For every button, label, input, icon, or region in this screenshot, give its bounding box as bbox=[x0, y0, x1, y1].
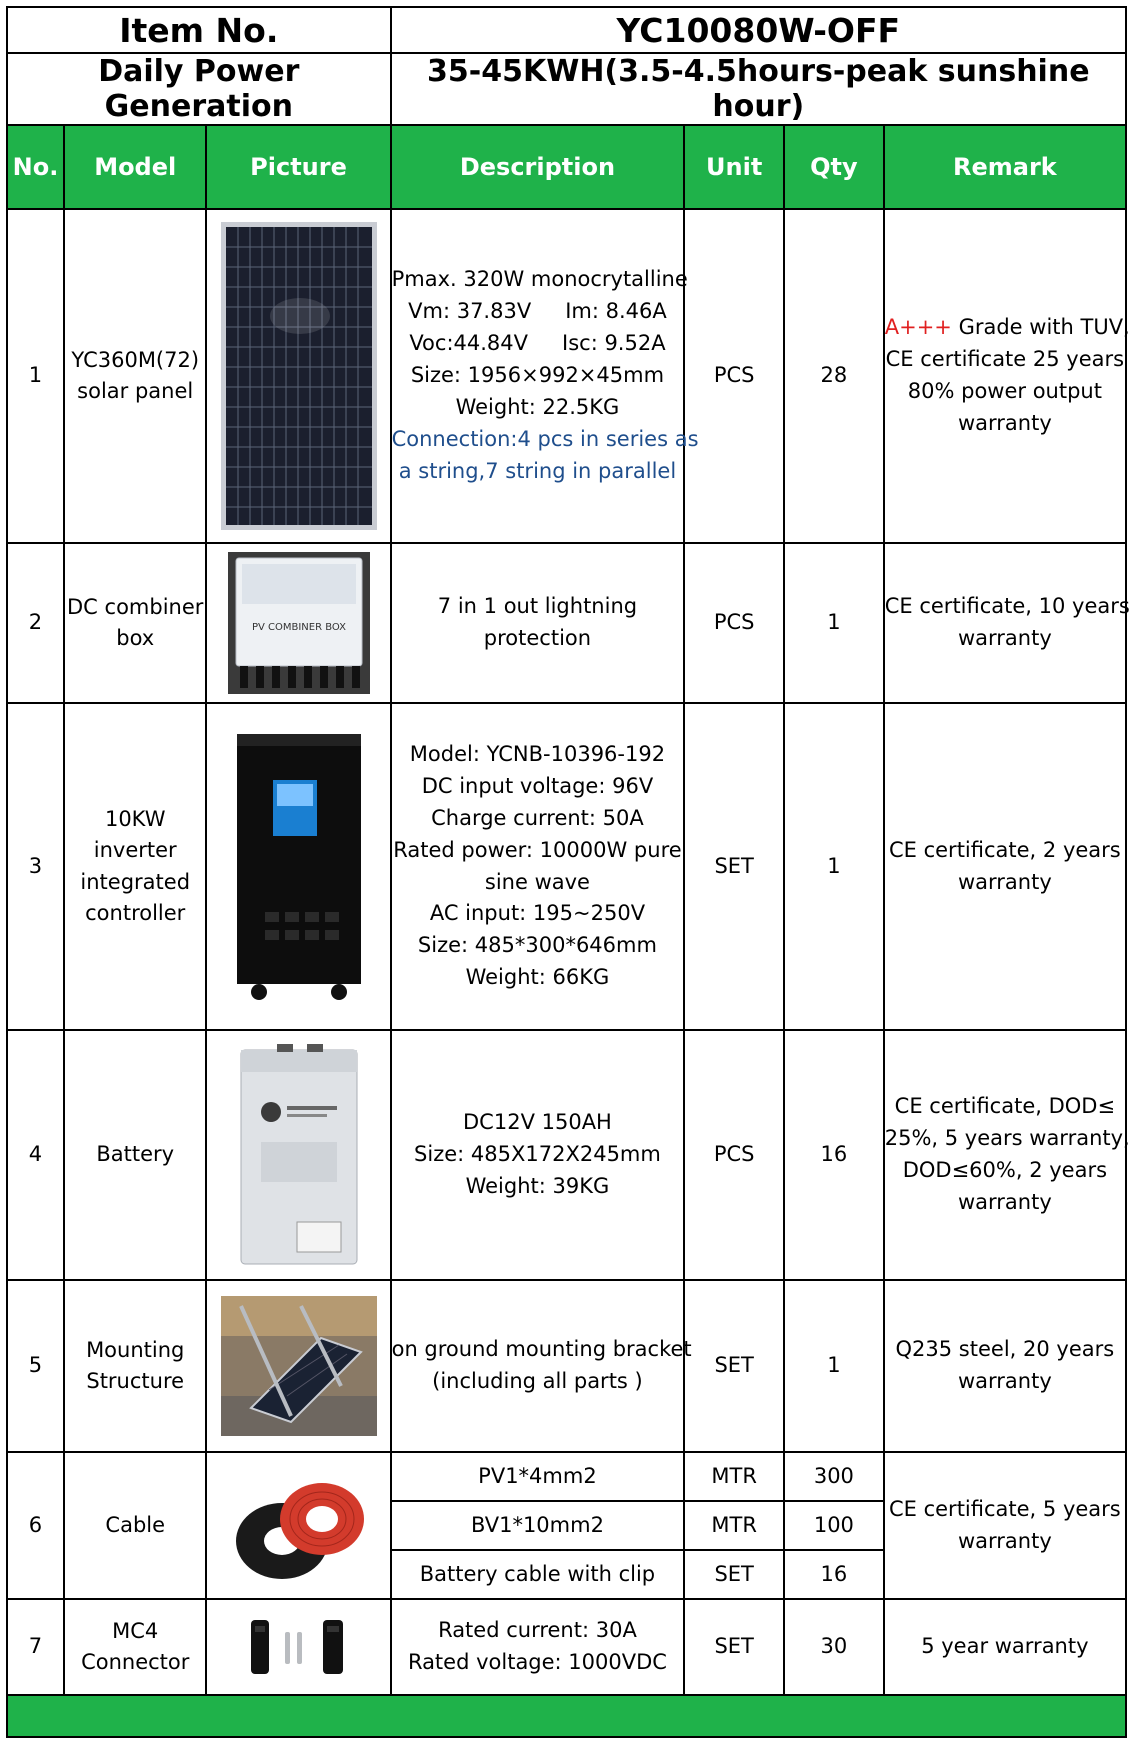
row-unit: MTR bbox=[684, 1501, 784, 1550]
row-unit: SET bbox=[684, 1280, 784, 1452]
table-row bbox=[7, 1030, 1126, 1280]
row-qty: 100 bbox=[784, 1501, 884, 1550]
grade-badge: A+++ bbox=[884, 315, 952, 340]
row-number: 3 bbox=[7, 703, 64, 1030]
item-no-row bbox=[7, 7, 1126, 53]
footer-row bbox=[7, 1695, 1126, 1737]
row-remark: CE certificate, DOD≤ 25%, 5 years warranty, DOD≤60%, 2 years warranty bbox=[884, 1030, 1126, 1280]
row-description: Battery cable with clip bbox=[391, 1550, 685, 1599]
row-remark: A+++ Grade with TUV, CE certificate 25 years 80% power output warranty bbox=[884, 209, 1126, 543]
row-description: BV1*10mm2 bbox=[391, 1501, 685, 1550]
spec-table bbox=[6, 6, 1130, 1738]
row-description: on ground mounting bracket (including all parts ) bbox=[391, 1280, 685, 1452]
row-unit: PCS bbox=[684, 543, 784, 703]
col-header-picture: Picture bbox=[206, 125, 390, 209]
row-unit: PCS bbox=[684, 209, 784, 543]
row-number: 6 bbox=[7, 1452, 64, 1599]
row-description: Model: YCNB-10396-192 DC input voltage: 96V Charge current: 50A Rated power: 10000W pure sine wave AC input: 195~250V Size: 485*300*646mm Weight: 66KG bbox=[391, 703, 685, 1030]
table-row bbox=[7, 1280, 1126, 1452]
row-number: 2 bbox=[7, 543, 64, 703]
row-model: Cable bbox=[64, 1452, 206, 1599]
row-description: Rated current: 30A Rated voltage: 1000VDC bbox=[391, 1599, 685, 1695]
row-number: 1 bbox=[7, 209, 64, 543]
col-header-description: Description bbox=[391, 125, 685, 209]
row-picture bbox=[206, 1030, 390, 1280]
footer-bar bbox=[7, 1695, 1126, 1737]
row-picture bbox=[206, 209, 390, 543]
col-header-no: No. bbox=[7, 125, 64, 209]
mounting-bracket-icon bbox=[221, 1296, 377, 1436]
combiner-box-label: PV COMBINER BOX bbox=[251, 622, 346, 633]
row-number: 4 bbox=[7, 1030, 64, 1280]
row-remark: CE certificate, 5 years warranty bbox=[884, 1452, 1126, 1599]
col-header-remark: Remark bbox=[884, 125, 1126, 209]
row-model: Battery bbox=[64, 1030, 206, 1280]
row-unit: MTR bbox=[684, 1452, 784, 1501]
table-row bbox=[7, 543, 1126, 703]
row-model: Mounting Structure bbox=[64, 1280, 206, 1452]
connection-note: a string,7 string in parallel bbox=[398, 458, 677, 483]
row-picture bbox=[206, 1452, 390, 1599]
row-unit: SET bbox=[684, 1599, 784, 1695]
row-description: PV1*4mm2 bbox=[391, 1452, 685, 1501]
mc4-connector-icon bbox=[239, 1612, 359, 1682]
row-unit: SET bbox=[684, 703, 784, 1030]
row-remark: 5 year warranty bbox=[884, 1599, 1126, 1695]
row-qty: 300 bbox=[784, 1452, 884, 1501]
combiner-box-icon bbox=[228, 552, 370, 694]
cable-coil-icon bbox=[224, 1461, 374, 1591]
row-unit: PCS bbox=[684, 1030, 784, 1280]
col-header-model: Model bbox=[64, 125, 206, 209]
row-description: DC12V 150AH Size: 485X172X245mm Weight: 39KG bbox=[391, 1030, 685, 1280]
row-model: 10KW inverter integrated controller bbox=[64, 703, 206, 1030]
row-picture bbox=[206, 1280, 390, 1452]
column-header-row bbox=[7, 125, 1126, 209]
battery-icon bbox=[237, 1042, 361, 1268]
row-picture bbox=[206, 1599, 390, 1695]
row-remark: CE certificate, 2 years warranty bbox=[884, 703, 1126, 1030]
daily-power-row bbox=[7, 53, 1126, 125]
item-no-value: YC10080W-OFF bbox=[391, 7, 1126, 53]
col-header-unit: Unit bbox=[684, 125, 784, 209]
row-model: MC4 Connector bbox=[64, 1599, 206, 1695]
connection-note: Connection:4 pcs in series as bbox=[391, 426, 699, 451]
row-qty: 1 bbox=[784, 703, 884, 1030]
col-header-qty: Qty bbox=[784, 125, 884, 209]
row-description: Pmax. 320W monocrytalline Vm: 37.83V Im: 8.46A Voc:44.84V Isc: 9.52A Size: 1956×992×45mm Weight: 22.5KG Connection:4 pcs in series as a string,7 string in parallel bbox=[391, 209, 685, 543]
row-qty: 16 bbox=[784, 1030, 884, 1280]
daily-power-label: Daily Power Generation bbox=[7, 53, 391, 125]
table-row bbox=[7, 1599, 1126, 1695]
item-no-label: Item No. bbox=[7, 7, 391, 53]
row-remark: Q235 steel, 20 years warranty bbox=[884, 1280, 1126, 1452]
row-model: YC360M(72) solar panel bbox=[64, 209, 206, 543]
solar-panel-icon bbox=[220, 221, 378, 531]
inverter-icon bbox=[229, 732, 369, 1002]
row-number: 5 bbox=[7, 1280, 64, 1452]
row-qty: 1 bbox=[784, 543, 884, 703]
row-description: 7 in 1 out lightning protection bbox=[391, 543, 685, 703]
row-qty: 1 bbox=[784, 1280, 884, 1452]
row-remark: CE certificate, 10 years warranty bbox=[884, 543, 1126, 703]
row-number: 7 bbox=[7, 1599, 64, 1695]
row-qty: 28 bbox=[784, 209, 884, 543]
table-row bbox=[7, 209, 1126, 543]
row-qty: 16 bbox=[784, 1550, 884, 1599]
daily-power-value: 35-45KWH(3.5-4.5hours-peak sunshine hour) bbox=[391, 53, 1126, 125]
row-picture bbox=[206, 543, 390, 703]
row-unit: SET bbox=[684, 1550, 784, 1599]
row-picture bbox=[206, 703, 390, 1030]
table-row bbox=[7, 703, 1126, 1030]
row-qty: 30 bbox=[784, 1599, 884, 1695]
table-row bbox=[7, 1452, 1126, 1501]
row-model: DC combiner box bbox=[64, 543, 206, 703]
